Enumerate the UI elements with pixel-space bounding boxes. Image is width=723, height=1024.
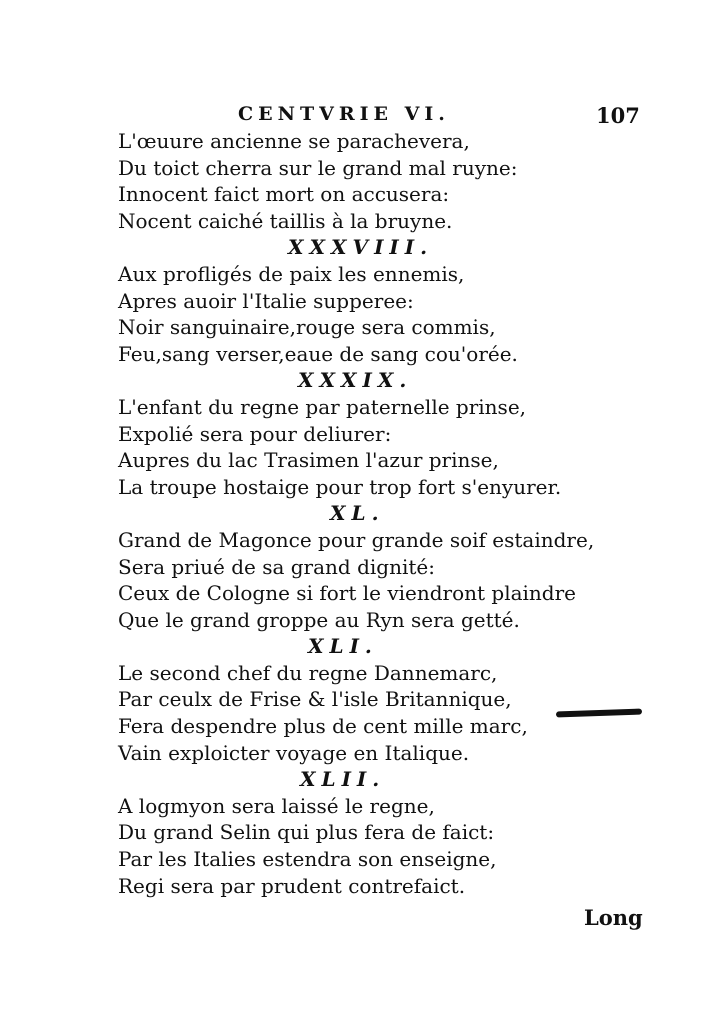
verse-line: Fera despendre plus de cent mille marc, (118, 714, 528, 739)
verse-line: Sera priué de sa grand dignité: (118, 554, 435, 579)
verse-line: Vain exploicter voyage en Italique. (118, 740, 470, 765)
verse-line: Par ceulx de Frise & l'isle Britannique, (118, 687, 512, 712)
verse-line: Regi sera par prudent contrefaict. (118, 873, 466, 898)
verse-line: L'œuure ancienne se parachevera, (118, 129, 470, 153)
verse-line: Du toict cherra sur le grand mal ruyne: (118, 155, 518, 180)
verse-line: La troupe hostaige pour trop fort s'enyurer. (118, 474, 562, 499)
verse-line: Innocent faict mort on accusera: (118, 182, 450, 207)
quatrain-number: XXXIX. (298, 368, 413, 393)
verse-line: Grand de Magonce pour grande soif estaindre, (118, 527, 595, 552)
verse-line: Noir sanguinaire,rouge sera commis, (118, 315, 496, 340)
quatrain-number: XXXVIII. (288, 235, 434, 260)
verse-line: Le second chef du regne Dannemarc, (118, 660, 498, 685)
verse-line: Par les Italies estendra son enseigne, (118, 847, 497, 872)
verse-line: Ceux de Cologne si fort le viendront plaindre (118, 581, 577, 606)
verse-line: Du grand Selin qui plus fera de faict: (118, 820, 495, 845)
verse-line: L'enfant du regne par paternelle prinse, (118, 394, 527, 419)
quatrain-text-block (118, 128, 618, 899)
verse-line: Aux profligés de paix les ennemis, (118, 261, 465, 286)
running-head: CENTVRIE VI. (238, 103, 450, 125)
quatrain-number: XLI. (308, 634, 378, 659)
verse-line: Que le grand groppe au Ryn sera getté. (118, 607, 520, 632)
verse-line: Feu,sang verser,eaue de sang cou'orée. (118, 341, 518, 366)
quatrain-number: XLII. (300, 767, 386, 792)
page-number: 107 (596, 103, 640, 128)
quatrain-number: XL. (330, 501, 385, 526)
verse-line: A logmyon sera laissé le regne, (118, 793, 435, 818)
verse-line: Aupres du lac Trasimen l'azur prinse, (118, 448, 499, 473)
verse-line: Apres auoir l'Italie supperee: (118, 288, 414, 313)
catchword: Long (584, 905, 643, 930)
verse-line: Nocent caiché taillis à la bruyne. (118, 208, 453, 233)
verse-line: Expolié sera pour deliurer: (118, 421, 392, 446)
